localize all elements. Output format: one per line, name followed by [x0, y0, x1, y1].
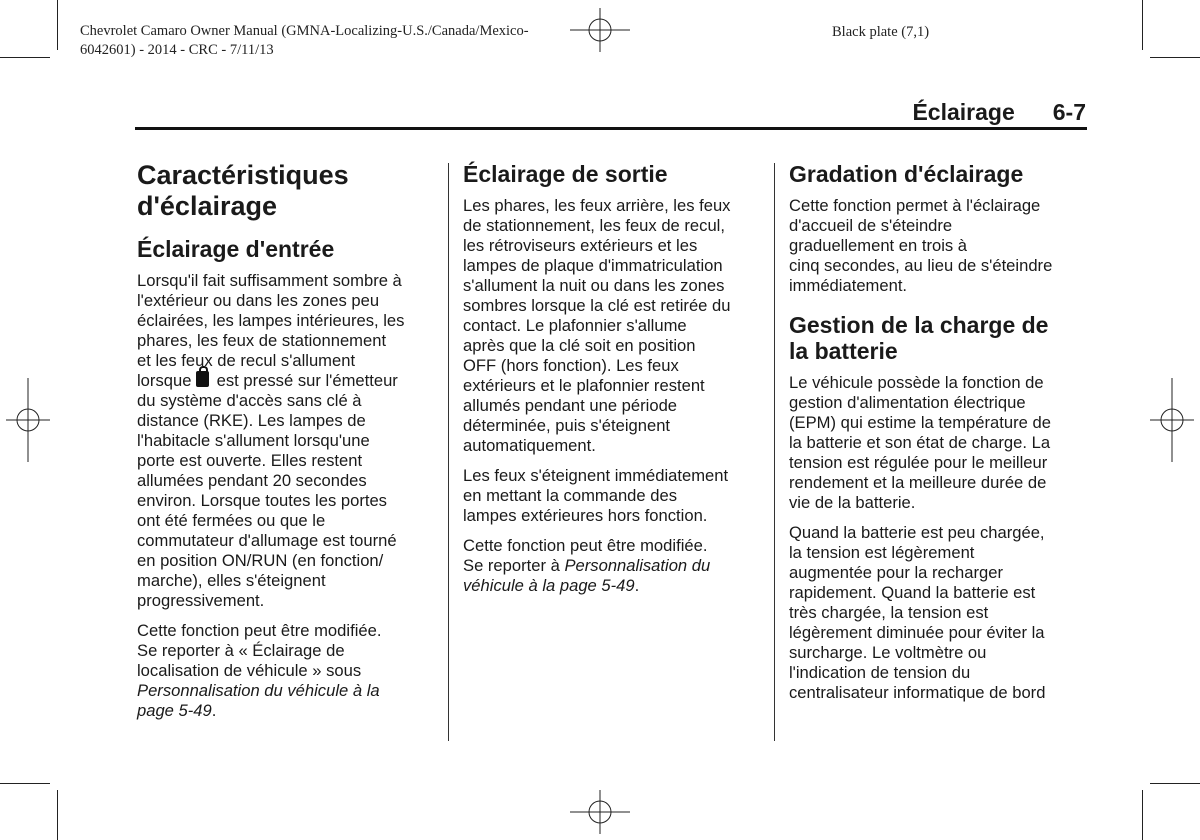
section-title: Éclairage	[912, 99, 1015, 125]
column-3	[789, 155, 1089, 713]
cross-reference: Personnalisation du véhicule à la page 5-49	[463, 556, 711, 595]
heading-lighting-features: Caractéristiques d'éclairage	[137, 160, 349, 221]
text-segment: est pressé sur l'émetteur du système d'accès sans clé à distance (RKE). Les lampes de l'habitacle s'allument lorsqu'une porte est ouverte. Elles restent allumées pendant 20 secondes environ. Lorsque toutes les portes ont été fermées ou que le commutateur d'allumage est tourné en position ON/RUN (en fonction/ marche), elles s'éteignent progressivement.	[137, 371, 398, 610]
heading-battery-management: Gestion de la charge de la batterie	[789, 312, 1049, 364]
registration-mark-icon	[6, 378, 50, 462]
lock-icon	[196, 371, 209, 387]
crop-mark	[57, 0, 58, 50]
crop-mark	[0, 783, 50, 784]
print-metadata-line1: Chevrolet Camaro Owner Manual (GMNA-Localizing-U.S./Canada/Mexico-	[80, 23, 529, 39]
paragraph-lighting-dimming: Cette fonction permet à l'éclairage d'accueil de s'éteindre graduellement en trois à cinq secondes, au lieu de s'éteindre immédiatement.	[789, 196, 1053, 295]
running-head	[912, 99, 1086, 126]
paragraph-exit-lighting: Les phares, les feux arrière, les feux de stationnement, les feux de recul, les rétroviseurs extérieurs et les lampes de plaque d'immatriculation s'allument la nuit ou dans les zones sombres lorsque la clé est retirée du contact. Le plafonnier s'allume après que la clé soit en position OFF (hors fonction). Les feux extérieurs et le plafonnier restent allumés pendant une période déterminée, puis s'éteignent automatiquement.	[463, 196, 731, 455]
heading-lighting-dimming: Gradation d'éclairage	[789, 161, 1024, 187]
paragraph-exit-lighting-off: Les feux s'éteignent immédiatement en mettant la commande des lampes extérieures hors fonction.	[463, 466, 729, 525]
column-divider	[774, 163, 775, 741]
paragraph-customization-note	[137, 621, 437, 721]
text-segment: .	[634, 576, 640, 595]
text-segment: Cette fonction peut être modifiée. Se reporter à « Éclairage de localisation de véhicule » sous	[137, 621, 382, 680]
crop-mark	[1150, 783, 1200, 784]
paragraph-entry-lighting	[137, 271, 437, 611]
column-1	[137, 155, 437, 731]
plate-label: Black plate (7,1)	[832, 24, 930, 40]
crop-mark	[1142, 0, 1143, 50]
registration-mark-icon	[570, 8, 630, 52]
paragraph-battery-voltage: Quand la batterie est peu chargée, la tension est légèrement augmentée pour la recharger rapidement. Quand la batterie est très chargée, la tension est légèrement diminuée pour éviter la surcharge. Le voltmètre ou l'indication de tension du centralisateur informatique de bord	[789, 523, 1046, 702]
cross-reference: Personnalisation du véhicule à la page 5-49	[137, 681, 380, 720]
paragraph-battery-epm: Le véhicule possède la fonction de gestion d'alimentation électrique (EPM) qui estime la température de la batterie et son état de charge. La tension est régulée pour le meilleur rendement et la meilleure durée de vie de la batterie.	[789, 373, 1051, 512]
page-number: 6-7	[1052, 99, 1086, 125]
column-divider	[448, 163, 449, 741]
print-metadata	[80, 22, 620, 60]
header-rule	[135, 127, 1087, 130]
crop-mark	[1150, 57, 1200, 58]
registration-mark-icon	[1150, 378, 1194, 462]
text-segment: Lorsqu'il fait suffisamment sombre à l'extérieur ou dans les zones peu éclairées, les lampes intérieures, les phares, les feux de stationnement et les feux de recul s'allument lorsque	[137, 271, 405, 390]
crop-mark	[57, 790, 58, 840]
heading-entry-lighting: Éclairage d'entrée	[137, 236, 335, 262]
text-segment: .	[211, 701, 217, 720]
crop-mark	[1142, 790, 1143, 840]
heading-exit-lighting: Éclairage de sortie	[463, 161, 668, 187]
text-segment: Cette fonction peut être modifiée. Se reporter à	[463, 536, 708, 575]
registration-mark-icon	[570, 790, 630, 834]
print-metadata-line2: 6042601) - 2014 - CRC - 7/11/13	[80, 42, 274, 58]
crop-mark	[0, 57, 50, 58]
paragraph-customization-note	[463, 536, 763, 596]
column-2	[463, 155, 763, 606]
